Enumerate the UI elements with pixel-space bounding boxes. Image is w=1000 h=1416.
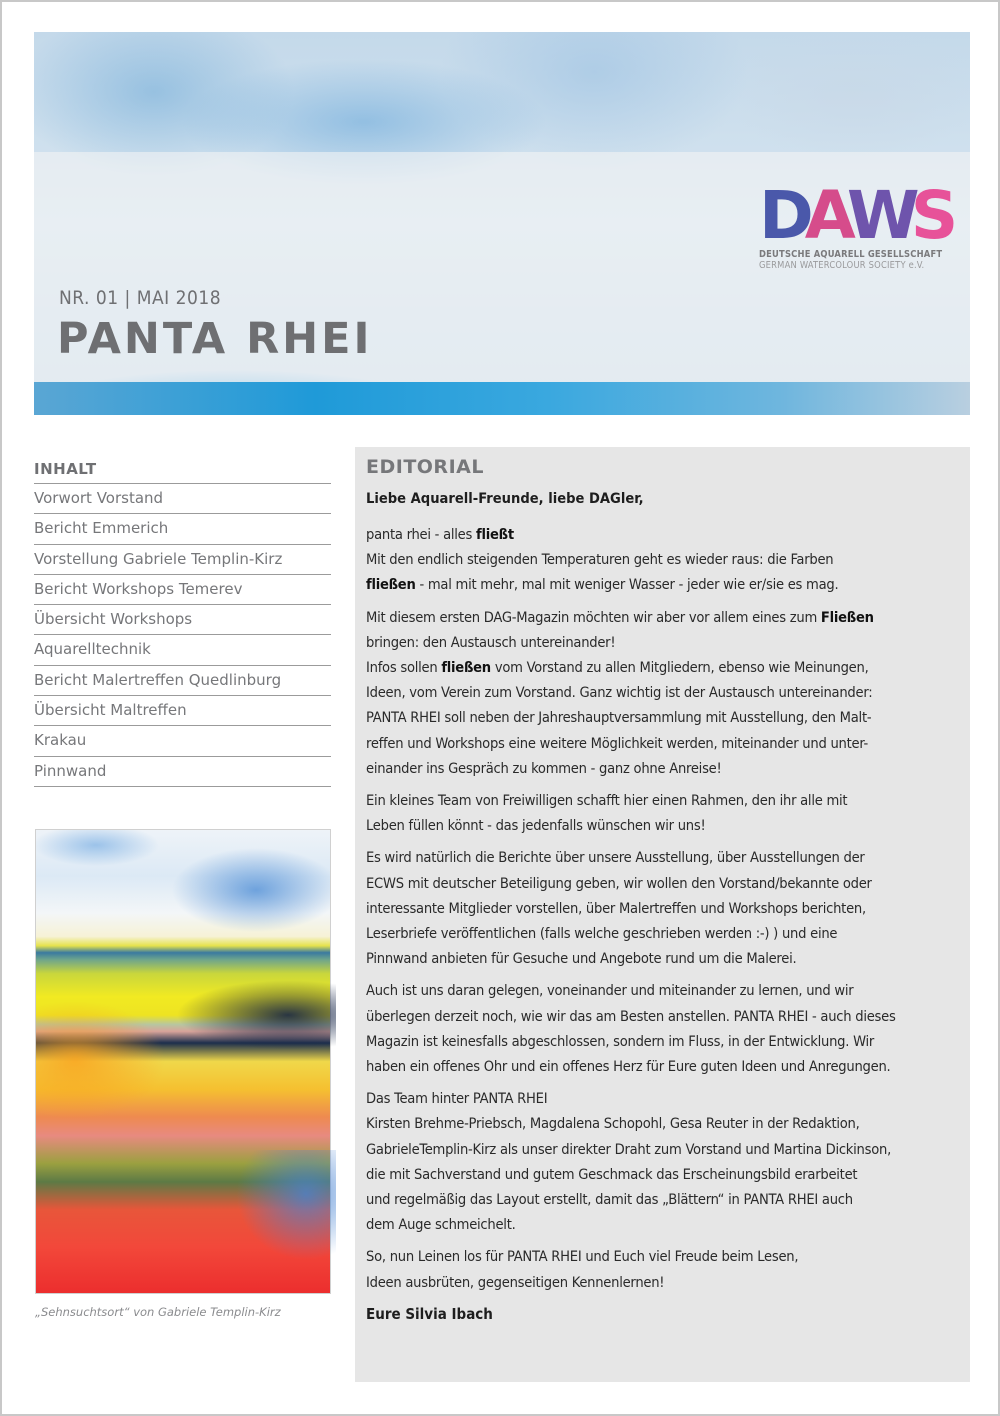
- toc-item-vorwort-vorstand[interactable]: Vorwort Vorstand: [34, 484, 331, 514]
- editorial-paragraph: [366, 1086, 960, 1237]
- bold-text: fließen: [441, 659, 491, 677]
- editorial-paragraph: [366, 845, 960, 971]
- editorial-paragraph: [366, 788, 960, 838]
- text: und regelmäßig das Layout erstellt, damit das „Blättern“ in PANTA RHEI auch: [366, 1191, 853, 1209]
- text: interessante Mitglieder vorstellen, über Malertreffen und Workshops berichten,: [366, 899, 866, 917]
- logo-letter: W: [846, 177, 920, 254]
- text: Infos sollen: [366, 659, 442, 677]
- toc-item-krakau[interactable]: Krakau: [34, 726, 331, 756]
- painting-blue-wash: [236, 1150, 336, 1260]
- text: ECWS mit deutscher Beteiligung geben, wir wollen den Vorstand/bekannte oder: [366, 874, 872, 892]
- toc-item-bericht-emmerich[interactable]: Bericht Emmerich: [34, 514, 331, 544]
- text: haben ein offenes Ohr und ein offenes Herz für Eure guten Ideen und Anregungen.: [366, 1058, 891, 1076]
- editorial-paragraph: [366, 605, 960, 781]
- issue-number: NR. 01 | MAI 2018: [59, 287, 222, 309]
- text: dem Auge schmeichelt.: [366, 1216, 516, 1234]
- editorial-paragraph: [366, 522, 960, 598]
- text: Auch ist uns daran gelegen, voneinander und miteinander zu lernen, und wir: [366, 982, 854, 1000]
- text: reffen und Workshops eine weitere Möglichkeit werden, miteinander und unter-: [366, 734, 869, 752]
- text: bringen: den Austausch untereinander!: [366, 633, 616, 651]
- toc-item-bericht-workshops-temerev[interactable]: Bericht Workshops Temerev: [34, 575, 331, 605]
- painting-caption: „Sehnsuchtsort“ von Gabriele Templin-Kirz: [35, 1305, 281, 1319]
- logo-letter: D: [759, 177, 814, 254]
- toc-heading: INHALT: [34, 457, 331, 484]
- text: Das Team hinter PANTA RHEI: [366, 1090, 548, 1108]
- text: So, nun Leinen los für PANTA RHEI und Euch viel Freude beim Lesen,: [366, 1248, 799, 1266]
- dags-logo: [759, 177, 959, 279]
- toc-item-pinnwand[interactable]: Pinnwand: [34, 757, 331, 787]
- text: vom Vorstand zu allen Mitgliedern, ebenso wie Meinungen,: [490, 659, 869, 677]
- toc-item-aquarelltechnik[interactable]: Aquarelltechnik: [34, 635, 331, 665]
- watercolor-painting-image: [35, 829, 331, 1294]
- painting-dark-water: [176, 980, 336, 1050]
- text: Magazin ist keinesfalls abgeschlossen, sondern im Fluss, in der Entwicklung. Wir: [366, 1032, 875, 1050]
- logo-org-name-de: DEUTSCHE AQUARELL GESELLSCHAFT: [759, 249, 943, 260]
- text: Ideen, vom Verein zum Vorstand. Ganz wichtig ist der Austausch untereinander:: [366, 684, 873, 702]
- painting-orange-wash: [36, 1000, 166, 1120]
- text: GabrieleTemplin-Kirz als unser direkter Draht zum Vorstand und Martina Dickinson,: [366, 1140, 891, 1158]
- text: Leben füllen könnt - das jedenfalls wünschen wir uns!: [366, 817, 706, 835]
- bold-text: Fließen: [820, 608, 874, 626]
- cover-banner: [34, 32, 970, 415]
- bold-text: fließen: [366, 576, 416, 594]
- text: Leserbriefe veröffentlichen (falls welche geschrieben werden :-) ) und eine: [366, 925, 838, 943]
- text: panta rhei - alles: [366, 526, 477, 543]
- toc-item-uebersicht-workshops[interactable]: Übersicht Workshops: [34, 605, 331, 635]
- toc-item-vorstellung-templin-kirz[interactable]: Vorstellung Gabriele Templin-Kirz: [34, 545, 331, 575]
- editorial-panel: [355, 447, 970, 1382]
- text: die mit Sachverstand und gutem Geschmack das Erscheinungsbild erarbeitet: [366, 1165, 858, 1183]
- editorial-heading: EDITORIAL: [366, 456, 484, 478]
- text: Mit diesem ersten DAG-Magazin möchten wir aber vor allem eines zum: [366, 608, 821, 626]
- editorial-paragraph: [366, 978, 960, 1079]
- editorial-signature: Eure Silvia Ibach: [366, 1304, 493, 1323]
- text: Ein kleines Team von Freiwilligen schafft hier einen Rahmen, den ihr alle mit: [366, 792, 848, 810]
- text: - mal mit mehr, mal mit weniger Wasser - jeder wie er/sie es mag.: [415, 576, 839, 594]
- table-of-contents: [34, 457, 331, 787]
- logo-letter: S: [910, 177, 959, 254]
- toc-item-bericht-malertreffen-quedlinburg[interactable]: Bericht Malertreffen Quedlinburg: [34, 666, 331, 696]
- bold-text: fließt: [476, 526, 514, 543]
- text: einander ins Gespräch zu kommen - ganz ohne Anreise!: [366, 759, 722, 777]
- logo-org-name-en: GERMAN WATERCOLOUR SOCIETY e.V.: [759, 260, 925, 271]
- banner-watercolor-strip: [34, 382, 970, 415]
- text: überlegen derzeit noch, wie wir das am Besten anstellen. PANTA RHEI - auch dieses: [366, 1007, 896, 1025]
- text: Ideen ausbrüten, gegenseitigen Kennenlernen!: [366, 1273, 665, 1291]
- text: Mit den endlich steigenden Temperaturen geht es wieder raus: die Farben: [366, 551, 834, 569]
- toc-item-uebersicht-maltreffen[interactable]: Übersicht Maltreffen: [34, 696, 331, 726]
- editorial-greeting: Liebe Aquarell-Freunde, liebe DAGler,: [366, 490, 644, 507]
- editorial-paragraph: [366, 1244, 960, 1294]
- text: Es wird natürlich die Berichte über unsere Ausstellung, über Ausstellungen der: [366, 849, 865, 867]
- text: Pinnwand anbieten für Gesuche und Angebote rund um die Malerei.: [366, 950, 797, 968]
- text: PANTA RHEI soll neben der Jahreshauptversammlung mit Ausstellung, den Malt-: [366, 709, 872, 727]
- magazine-title: PANTA RHEI: [57, 314, 373, 364]
- logo-letters: [759, 177, 959, 254]
- text: Kirsten Brehme-Priebsch, Magdalena Schopohl, Gesa Reuter in der Redaktion,: [366, 1115, 860, 1133]
- logo-letter: A: [804, 177, 856, 254]
